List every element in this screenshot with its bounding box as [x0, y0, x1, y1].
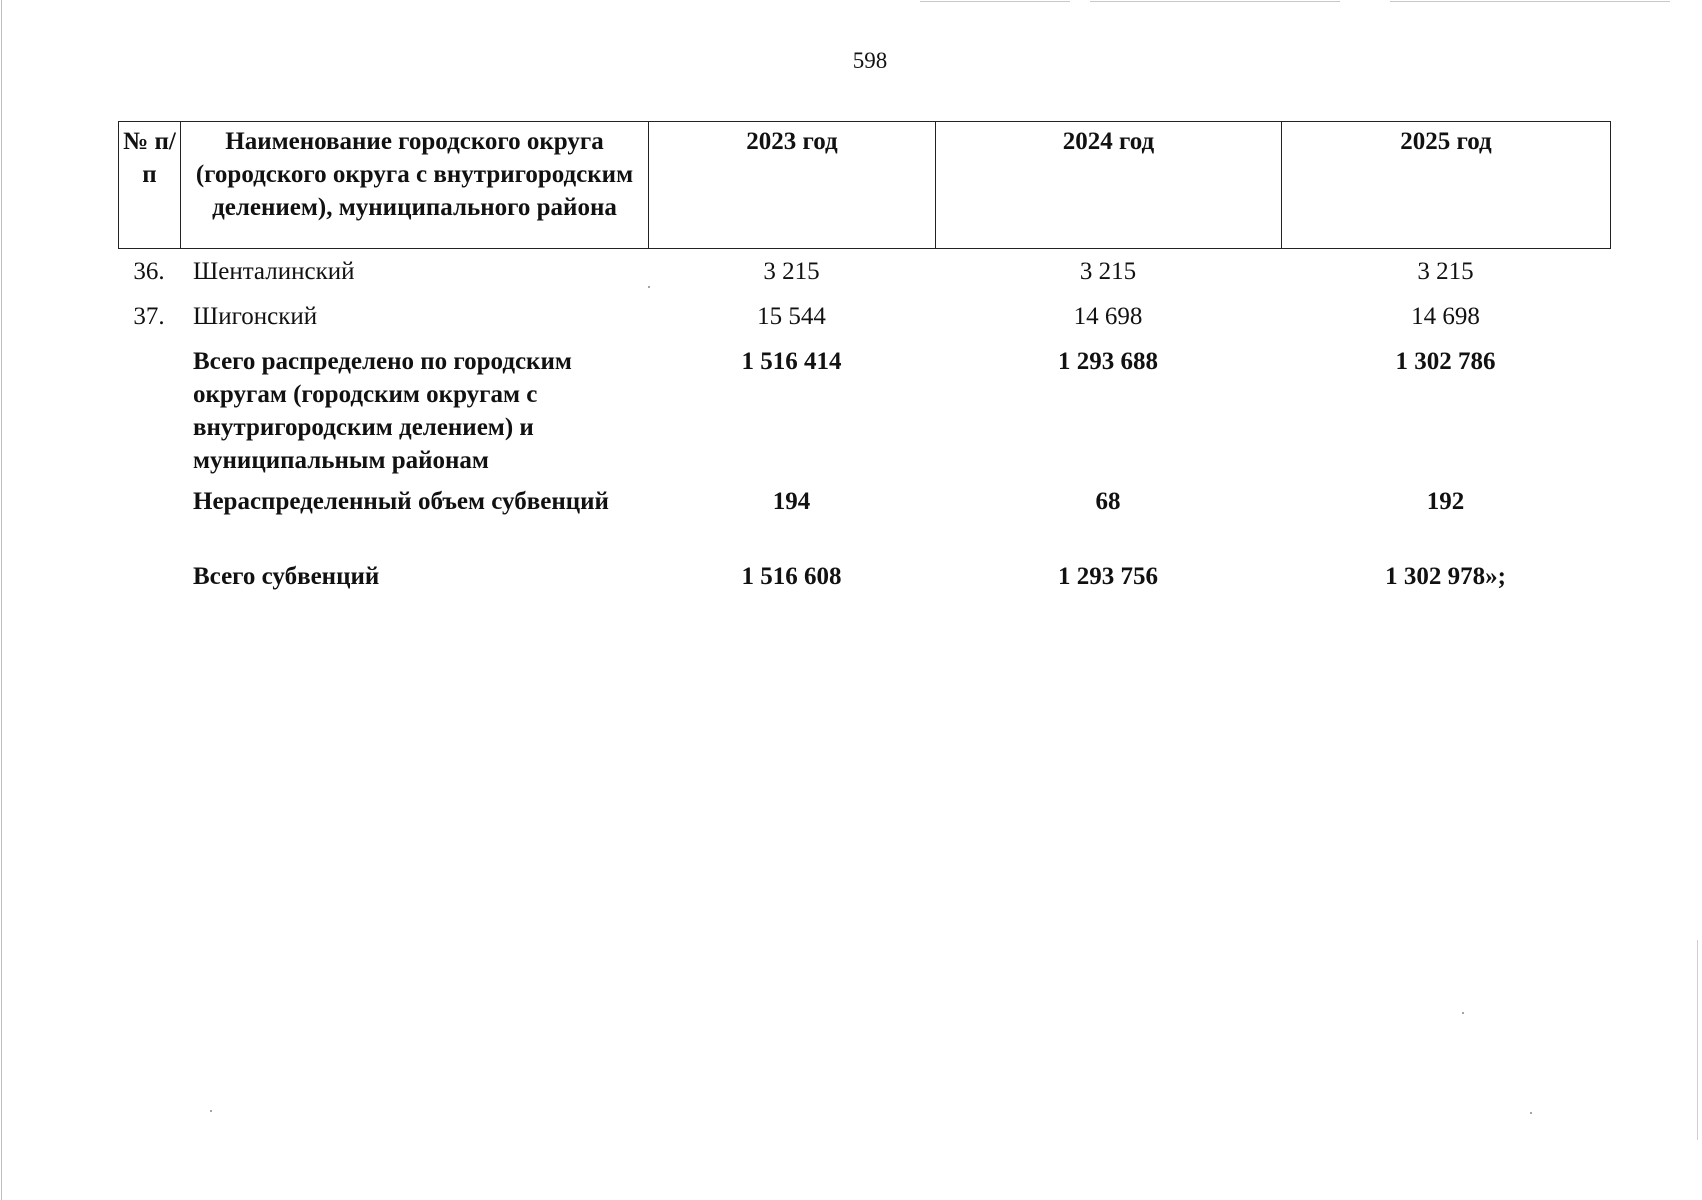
row-value-2025: 1 302 786 — [1395, 348, 1496, 375]
row-name: Всего распределено по городским округам (городским округам с внутригородским делением) и муниципальным районам — [193, 348, 572, 474]
header-row — [119, 122, 1611, 249]
scan-speck — [1462, 1012, 1464, 1014]
row-value-2024: 1 293 756 — [1058, 563, 1158, 590]
row-name: Шенталинский — [193, 258, 355, 285]
row-value-2024: 3 215 — [1079, 258, 1137, 285]
row-value-2025: 14 698 — [1411, 303, 1480, 330]
row-value-2023: 3 215 — [763, 258, 820, 285]
row-name: Всего субвенций — [193, 563, 380, 590]
scan-top-line — [1390, 1, 1670, 2]
header-year-2023: 2023 год — [649, 122, 936, 249]
scan-speck — [1530, 1112, 1532, 1114]
row-value-2023: 15 544 — [757, 303, 826, 330]
row-number: 36. — [133, 258, 165, 285]
row-value-2025: 1 302 978»; — [1385, 563, 1506, 590]
row-value-2025: 192 — [1426, 488, 1465, 515]
row-value-2023: 1 516 608 — [741, 563, 842, 590]
scan-edge-right — [1697, 940, 1698, 1140]
scan-speck — [210, 1110, 212, 1112]
row-value-2024: 14 698 — [1073, 303, 1143, 330]
row-number: 37. — [133, 303, 165, 330]
row-value-2024: 68 — [1095, 488, 1121, 515]
header-name: Наименование городского округа (городского округа с внутригородским делением), муниципального района — [181, 122, 649, 249]
scan-top-line — [920, 1, 1070, 2]
header-year-2025: 2025 год — [1282, 122, 1611, 249]
scan-top-line — [1090, 1, 1340, 2]
scan-edge-left — [1, 0, 2, 1200]
page-number: 598 — [852, 48, 888, 73]
row-name: Нераспределенный объем субвенций — [193, 488, 609, 515]
row-name: Шигонский — [193, 303, 318, 330]
table-header — [118, 121, 1611, 249]
row-value-2023: 194 — [772, 488, 811, 515]
row-value-2023: 1 516 414 — [741, 348, 842, 375]
header-year-2024: 2024 год — [936, 122, 1282, 249]
row-value-2025: 3 215 — [1417, 258, 1474, 285]
header-num: № п/п — [119, 122, 181, 249]
row-value-2024: 1 293 688 — [1058, 348, 1158, 375]
